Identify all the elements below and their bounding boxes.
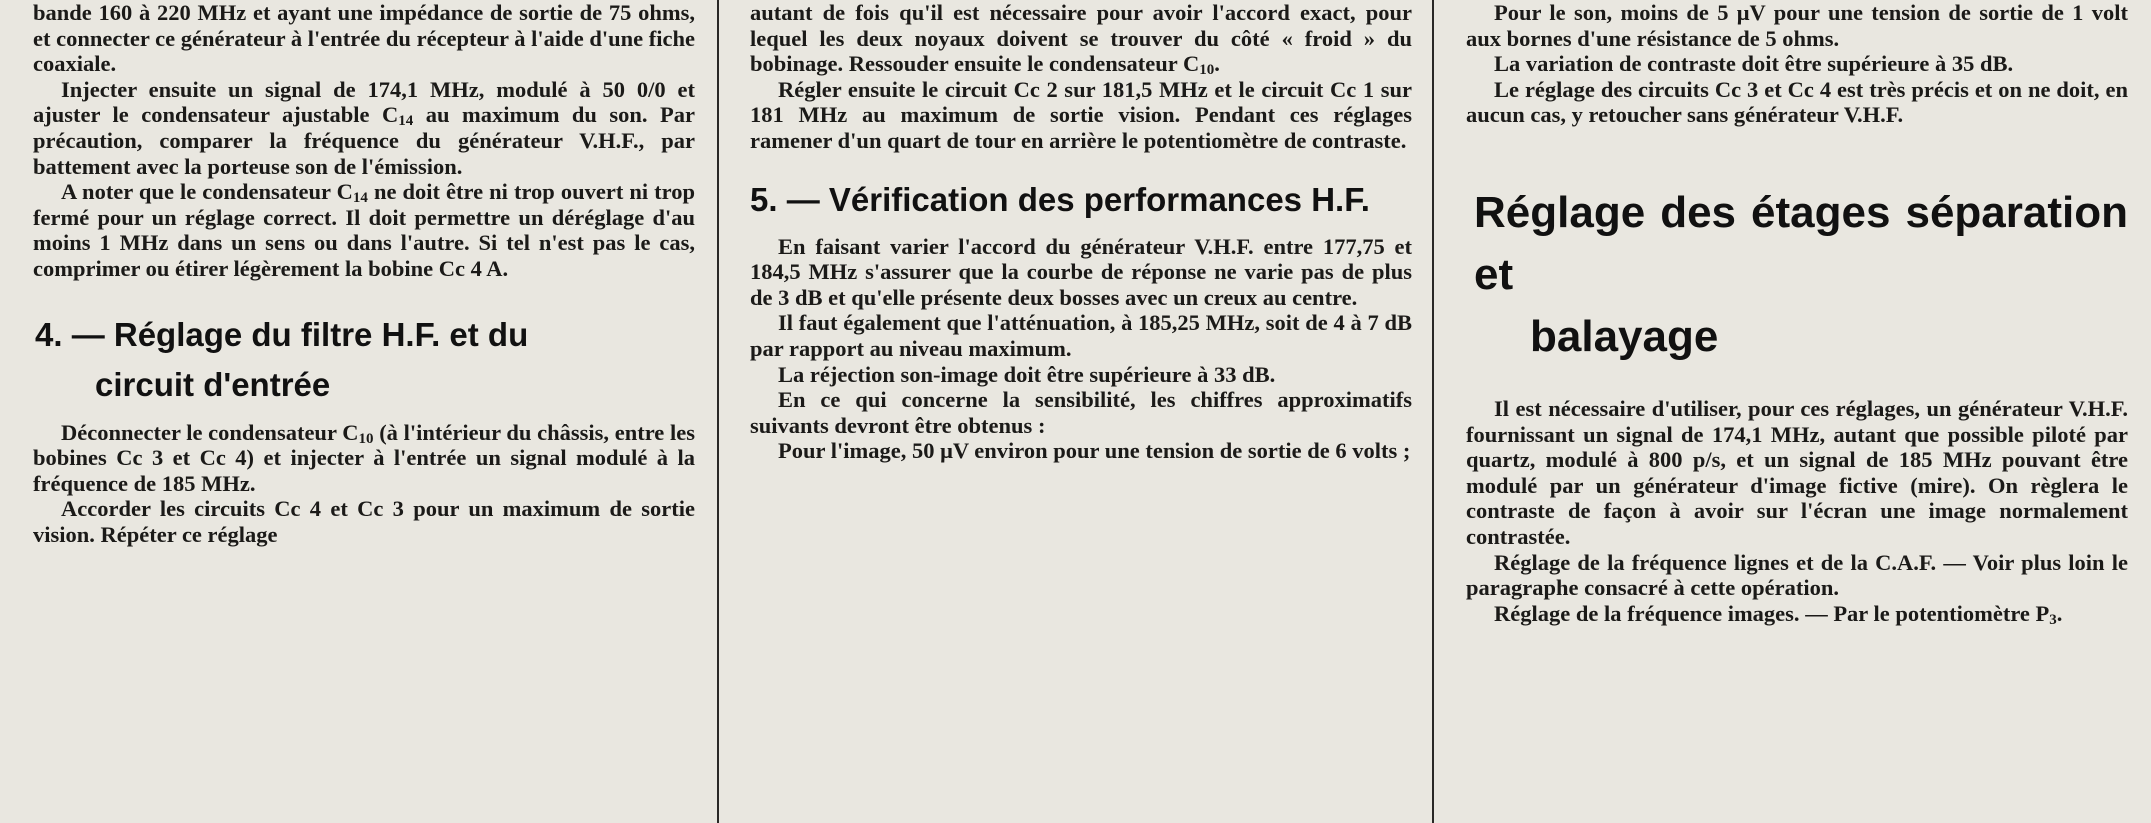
paragraph: Réglage de la fréquence lignes et de la C.A.F. — Voir plus loin le paragraphe consacré à cette opération. <box>1466 549 2128 601</box>
paragraph: Pour l'image, 50 μV environ pour une tension de sortie de 6 volts ; <box>778 438 1411 464</box>
paragraph: Le réglage des circuits Cc 3 et Cc 4 est très précis et on ne doit, en aucun cas, y retoucher sans générateur V.H.F. <box>1466 76 2128 128</box>
column-3 <box>1466 0 2128 823</box>
paragraph: En ce qui concerne la sensibilité, les chiffres approximatifs suivants devront être obtenus : <box>750 387 1412 438</box>
paragraph: En faisant varier l'accord du générateur V.H.F. entre 177,75 et 184,5 MHz s'assurer que la courbe de réponse ne varie pas de plus de 3 dB et qu'elle présente deux bosses avec un creux au centre. <box>750 233 1412 310</box>
paragraph: La variation de contraste doit être supérieure à 35 dB. <box>1494 51 2014 77</box>
paragraph: Régler ensuite le circuit Cc 2 sur 181,5 MHz et le circuit Cc 1 sur 181 MHz au maximum de sortie vision. Pendant ces réglages ramener d'un quart de tour en arrière le potentiomètre de contraste. <box>750 76 1412 153</box>
paragraph: Accorder les circuits Cc 4 et Cc 3 pour un maximum de sortie vision. Répéter ce réglage <box>33 496 695 547</box>
paragraph: Déconnecter le condensateur $C_{10}$ (à l'intérieur du châssis, entre les bobines Cc 3 et Cc 4) et injecter à l'entrée un signal modulé à la fréquence de 185 MHz. <box>33 419 695 496</box>
paragraph: Injecter ensuite un signal de 174,1 MHz, modulé à 50 0/0 et ajuster le condensateur ajustable $C_{14}$ au maximum du son. Par précaution, comparer la fréquence du générateur V.H.F., par battement avec la porteuse son de l'émission. <box>33 76 695 179</box>
column-1 <box>33 0 719 823</box>
paragraph: Pour le son, moins de 5 μV pour une tension de sortie de 1 volt aux bornes d'une résistance de 5 ohms. <box>1466 0 2128 51</box>
section-heading-5: 5. — Vérification des performances H.F. <box>750 180 1370 218</box>
column-2 <box>750 0 1434 823</box>
paragraph: bande 160 à 220 MHz et ayant une impédance de sortie de 75 ohms, et connecter ce générateur à l'entrée du récepteur à l'aide d'une fiche coaxiale. <box>33 0 695 77</box>
paragraph: Il faut également que l'atténuation, à 185,25 MHz, soit de 4 à 7 dB par rapport au niveau maximum. <box>750 310 1412 361</box>
paragraph: A noter que le condensateur $C_{14}$ ne doit être ni trop ouvert ni trop fermé pour un réglage correct. Il doit permettre un déréglage d'au moins 1 MHz dans un sens ou dans l'autre. Si tel n'est pas le cas, comprimer ou étirer légèrement la bobine Cc 4 A. <box>33 179 695 281</box>
paragraph: La réjection son-image doit être supérieure à 33 dB. <box>778 361 1276 387</box>
paragraph: Il est nécessaire d'utiliser, pour ces réglages, un générateur V.H.F. fournissant un signal de 174,1 MHz, autant que possible piloté par quartz, modulé à 800 p/s, et un signal de 185 MHz pouvant être modulé par un générateur d'image fictive (mire). On règlera le contraste de façon à avoir sur l'écran une image normalement contrastée. <box>1466 395 2128 549</box>
section-heading-separation: Réglage des étages séparation et balayage <box>1474 187 2128 361</box>
paragraph: Réglage de la fréquence images. — Par le potentiomètre $P_3$. <box>1494 600 2063 628</box>
paragraph: autant de fois qu'il est nécessaire pour avoir l'accord exact, pour lequel les deux noyaux doivent se trouver du côté « froid » du bobinage. Ressouder ensuite le condensateur $C_{10}$. <box>750 0 1412 79</box>
section-heading-4: 4. — Réglage du filtre H.F. et du circuit d'entrée <box>35 315 529 403</box>
